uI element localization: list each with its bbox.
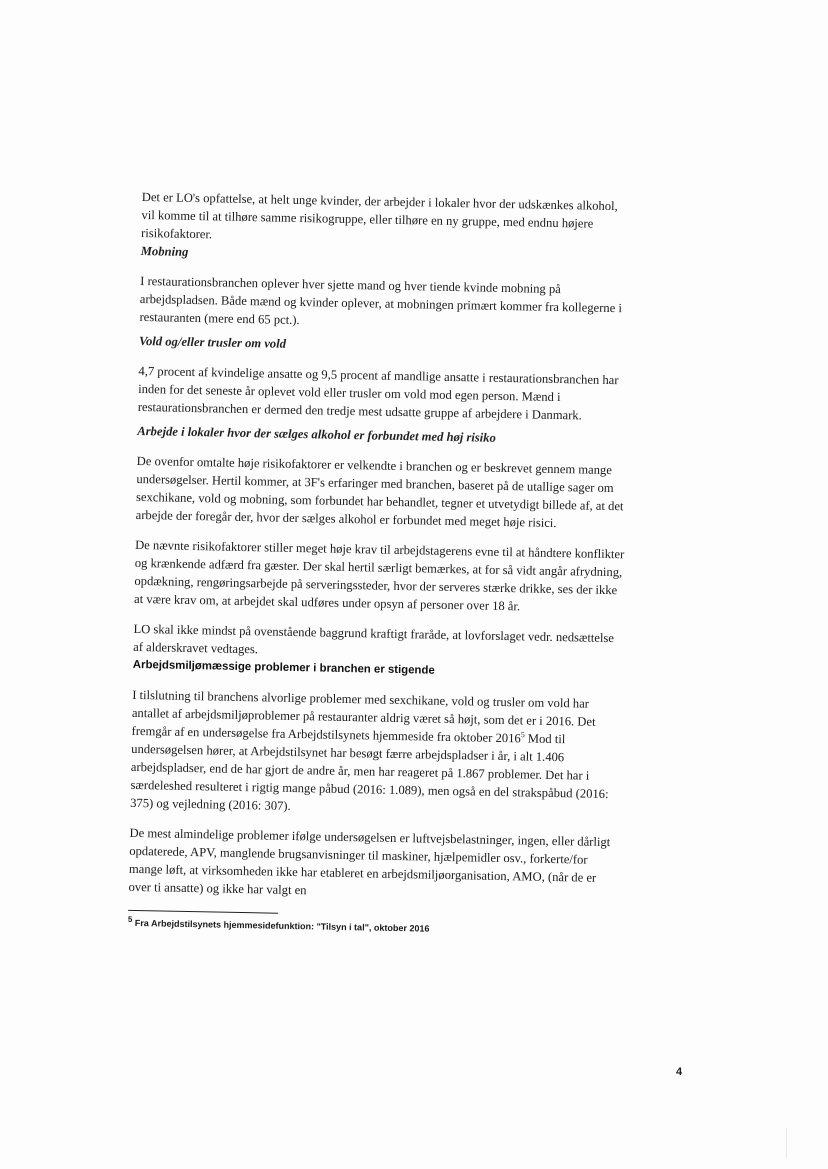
heading-mobning: Mobning: [140, 243, 189, 259]
intro-paragraph: Det er LO's opfattelse, at helt unge kvinder, der arbejder i lokaler hvor der udskænkes alkohol, vil komme til at tilhøre samme risikogruppe, eller tilhøre en ny gruppe, med endnu højere risikofaktorer.: [141, 189, 618, 242]
arbejdsmiljo-paragraph-2: De mest almindelige problemer ifølge undersøgelsen er luftvejsbelastninger, ingen, eller dårligt opdaterede, APV, manglende brugsanvisninger til maskiner, hjælpemidler osv., forkerte/for mange løft, at virksomheden ikke har etableret en arbejdsmiljøorganisation, AMO, (når de er over ti ansatte) og ikke har valgt en: [128, 825, 611, 898]
heading-vold: Vold og/eller trusler om vold: [138, 333, 287, 351]
vold-paragraph: 4,7 procent af kvindelige ansatte og 9,5 procent af mandlige ansatte i restaurationsbranchen har inden for det seneste år oplevet vold eller trusler om vold mod egen person. Mænd i restaurationsbranchen er dermed den tredje mest udsatte gruppe af arbejdere i Danmark.: [137, 363, 619, 423]
alkohol-paragraph-3: LO skal ikke mindst på ovenstående baggrund kraftigt fraråde, at lovforslaget vedr. nedsættelse af alderskravet vedtages.: [133, 621, 615, 657]
mobning-paragraph: I restaurationsbranchen oplever hver sjette mand og hver tiende kvinde mobning på arbejdspladsen. Både mænd og kvinder oplever, at mobningen primært kommer fra kollegerne i restauranten (mere end 65 pct.).: [139, 273, 623, 328]
arbejdsmiljo-text-a: I tilslutning til branchens alvorlige problemer med sexchikane, vold og trusler om vold har antallet af arbejdsmiljøproblemer på restauranter aldrig været så højt, som det er i 2016. Det fremgår af en undersøgelse fra Arbejdstilsynets hjemmeside fra oktober 2016: [131, 687, 596, 746]
footnote-divider: [128, 910, 278, 914]
page-number: 4: [676, 1066, 683, 1078]
document-body: [128, 188, 632, 938]
scan-edge-mark: [786, 1128, 787, 1158]
arbejdsmiljo-text-b: Mod til undersøgelsen hører, at Arbejdstilsynet har besøgt færre arbejdspladser i år, i alt 1.406 arbejdspladser, end de har gjort de andre år, men har reageret på 1.867 problemer. Det har i særdeleshed resulteret i rigtig mange påbud (2016: 1.089), men også en del strakspåbud (2016: 375) og vejledning (2016: 307).: [130, 731, 609, 813]
footnote-marker: 5: [127, 914, 133, 924]
heading-arbejdsmiljo: Arbejdsmiljømæssige problemer i branchen er stigende: [132, 658, 435, 677]
arbejdsmiljo-paragraph-1: [130, 686, 622, 821]
footnote-text: Fra Arbejdstilsynets hjemmesidefunktion: "Tilsyn i tal", oktober 2016: [132, 917, 430, 934]
alkohol-paragraph-2: De nævnte risikofaktorer stiller meget høje krav til arbejdstagerens evne til at håndtere konflikter og krænkende adfærd fra gæster. Der skal hertil særligt bemærkes, at for så vidt angår afrydning, opdækning, rengøringsarbejde på serveringssteder, hvor der serveres stærke drikke, ses der ikke at være krav om, at arbejdet skal udføres under opsyn af personer over 18 år.: [133, 537, 625, 614]
heading-alkohol: Arbejde i lokaler hvor der sælges alkohol er forbundet med høj risiko: [137, 423, 496, 445]
footnote-reference: 5: [520, 730, 525, 740]
footnote: [127, 914, 618, 938]
alkohol-paragraph-1: De ovenfor omtalte høje risikofaktorer er velkendte i branchen og er beskrevet gennem mange undersøgelser. Hertil kommer, at 3F's erfaringer med branchen, baseret på de utallige sager om sexchikane, vold og mobning, som forbundet har behandlet, tegner et utvetydigt billede af, at det arbejde der foregår der, hvor der sælges alkohol er forbundet med meget høje risici.: [135, 453, 624, 531]
